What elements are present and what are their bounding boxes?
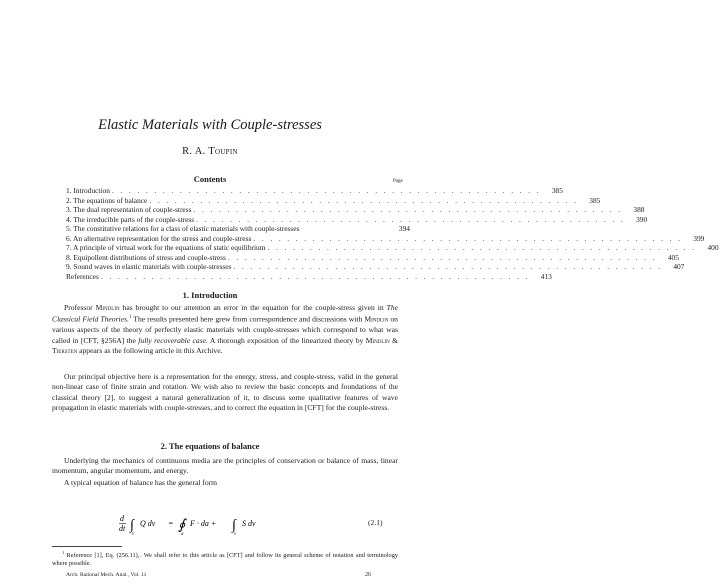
toc-entry[interactable] <box>66 186 563 196</box>
toc-leader: . . . . . . . . . . . . . . . . . . . . . . . . . . . . . . . . . . . . . . . . . . . . . . . . . . . <box>196 214 626 224</box>
toc-entry-title: 1. Introduction <box>66 186 110 195</box>
paragraph-intro-2: Our principal objective here is a representation for the energy, stress, and couple-stress, valid in the general non-linear case of finite strain and rotation. We wish also to review the basic concepts and foundations of the classical theory [2], to suggest a natural generalization of it, to discuss some qualitative features of wave propagation in elastic materials with couple-stresses, and to correct the equation in [CFT] for the couple-stress. <box>52 372 398 413</box>
integration-domain-label: v <box>132 532 135 537</box>
svg-text:=: = <box>168 519 174 528</box>
footnote-rule <box>52 546 122 547</box>
toc-entry[interactable] <box>66 205 645 215</box>
toc-entry[interactable] <box>66 233 705 244</box>
toc-leader: . . . . . . . . . . . . . . . . . . . . . . . . . . . . . . . . . . . . . . . . . . . . . . . . . . . <box>233 262 663 271</box>
toc-entry[interactable] <box>66 224 416 234</box>
toc-leader: . . . . . . . . . . . . . . . . . . . . . . . . . . . . . . . . . . . . . . . . . . . . . . . . . . . <box>227 252 657 262</box>
toc-entry-page: 413 <box>540 271 552 281</box>
footnote: $^1$ Reference [1], Eq. (256.11)₁. We shall refer to this article as [CFT] and follow its general scheme of notation and terminology where possible. <box>52 550 398 568</box>
toc-entry-title: 9. Sound waves in elastic materials with couple-stresses <box>66 262 232 271</box>
toc-entry-title: 8. Equipollent distributions of stress and couple-stress <box>66 252 226 262</box>
toc-entry[interactable] <box>66 262 685 272</box>
toc-entry-title: 3. The dual representation of couple-stress <box>66 205 192 214</box>
toc-entry-title: 5. The constitutive relations for a class of elastic materials with couple-stresses <box>66 224 300 233</box>
svg-text:∮: ∮ <box>178 518 186 533</box>
toc-entry[interactable] <box>66 243 719 253</box>
paragraph-intro-1: Professor Mindlin has brought to our attention an error in the equation for the couple-stress given in The Classical Field Theories.$^1$ The results presented here grew from correspondence and discussions with Mindlin on various aspects of the theory of perfectly elastic materials with couple-stresses which correspond to what was called in [CFT, §256A] the fully recoverable case. A thorough exposition of the linearized theory by Mindlin & Tiersten appears as the following article in this Archive. <box>52 303 399 356</box>
toc-leader: . . . . . . . . . . . . . . . . . . . . . . . . . . . . . . . . . . . . . . . . . . . . . . . . . . . <box>253 233 683 243</box>
toc-entry-page: 400 <box>707 243 719 252</box>
section-heading-introduction: 1. Introduction <box>182 290 238 300</box>
equation-number: (2.1) <box>368 518 383 527</box>
running-footer: Arch. Rational Mech. Anal., Vol. 11 <box>66 572 147 578</box>
toc-leader: . . . . . . . . . . . . . . . . . . . . . . . . . . . . . . . . . . . . . . . . . . . . . . . . . . . <box>149 195 579 205</box>
article-title: Elastic Materials with Couple-stresses <box>98 117 322 133</box>
section-heading-balance: 2. The equations of balance <box>160 441 260 451</box>
svg-text:∫: ∫ <box>130 518 134 533</box>
toc-entry-title: 6. An alternative representation for the stress and couple-stress <box>66 233 252 243</box>
toc-entry-page: 388 <box>633 205 645 214</box>
toc-leader: . . . . . . . . . . . . . . . . . . . . . . . . . . . . . . . . . . . . . . . . . . . . . . . . . . . <box>193 205 623 214</box>
toc-entry-page: 390 <box>636 214 648 224</box>
svg-text:∫: ∫ <box>232 518 236 533</box>
integration-domain-label: a <box>181 532 184 537</box>
paragraph-balance-2: A typical equation of balance has the general form <box>64 478 218 487</box>
toc-leader: . . . . . . . . . . . . . . . . . . . . . . . . . . . . . . . . . . . . . . . . . . . . . . . . . . . <box>267 243 697 252</box>
toc-entry-title: 2. The equations of balance <box>66 195 148 205</box>
balance-equation <box>120 514 410 536</box>
author-name: R. A. Toupin <box>182 146 238 157</box>
toc-entry-page: 405 <box>667 252 679 262</box>
toc-entry[interactable] <box>66 214 648 225</box>
toc-entry-page: 394 <box>398 224 410 233</box>
equation-lhs: Q dv <box>140 519 156 528</box>
toc-entry-title: References <box>66 271 99 281</box>
toc-entry[interactable] <box>66 271 552 282</box>
toc-entry-page: 399 <box>693 233 705 243</box>
toc-entry-page: 385 <box>551 186 563 195</box>
equation-middle: F · da + <box>190 519 217 528</box>
toc-entry[interactable] <box>66 195 601 206</box>
toc-entry-title: 4. The irreducible parts of the couple-stress <box>66 214 195 224</box>
toc-leader <box>299 224 388 234</box>
contents-heading: Contents <box>193 174 227 184</box>
toc-leader: . . . . . . . . . . . . . . . . . . . . . . . . . . . . . . . . . . . . . . . . . . . . . . . . . . . <box>100 271 530 281</box>
toc-entry-page: 385 <box>589 195 601 205</box>
svg-text:d: d <box>120 514 124 523</box>
toc-entry-title: 7. A principle of virtual work for the equations of static equilibrium <box>66 243 266 252</box>
svg-text:dt: dt <box>119 524 126 533</box>
equation-rhs: S dv <box>242 519 256 528</box>
page-number: 26 <box>365 572 371 578</box>
integration-domain-label: v <box>234 532 237 537</box>
paragraph-balance-1: Underlying the mechanics of continuous media are the principles of conservation or balance of mass, linear momentum, angular momentum, and energy. <box>52 456 398 476</box>
toc-entry[interactable] <box>66 252 679 263</box>
toc-entry-page: 407 <box>673 262 685 271</box>
contents-page-label: Page <box>393 179 403 184</box>
toc-leader: . . . . . . . . . . . . . . . . . . . . . . . . . . . . . . . . . . . . . . . . . . . . . . . . . . . <box>111 186 541 195</box>
table-of-contents <box>66 186 719 281</box>
